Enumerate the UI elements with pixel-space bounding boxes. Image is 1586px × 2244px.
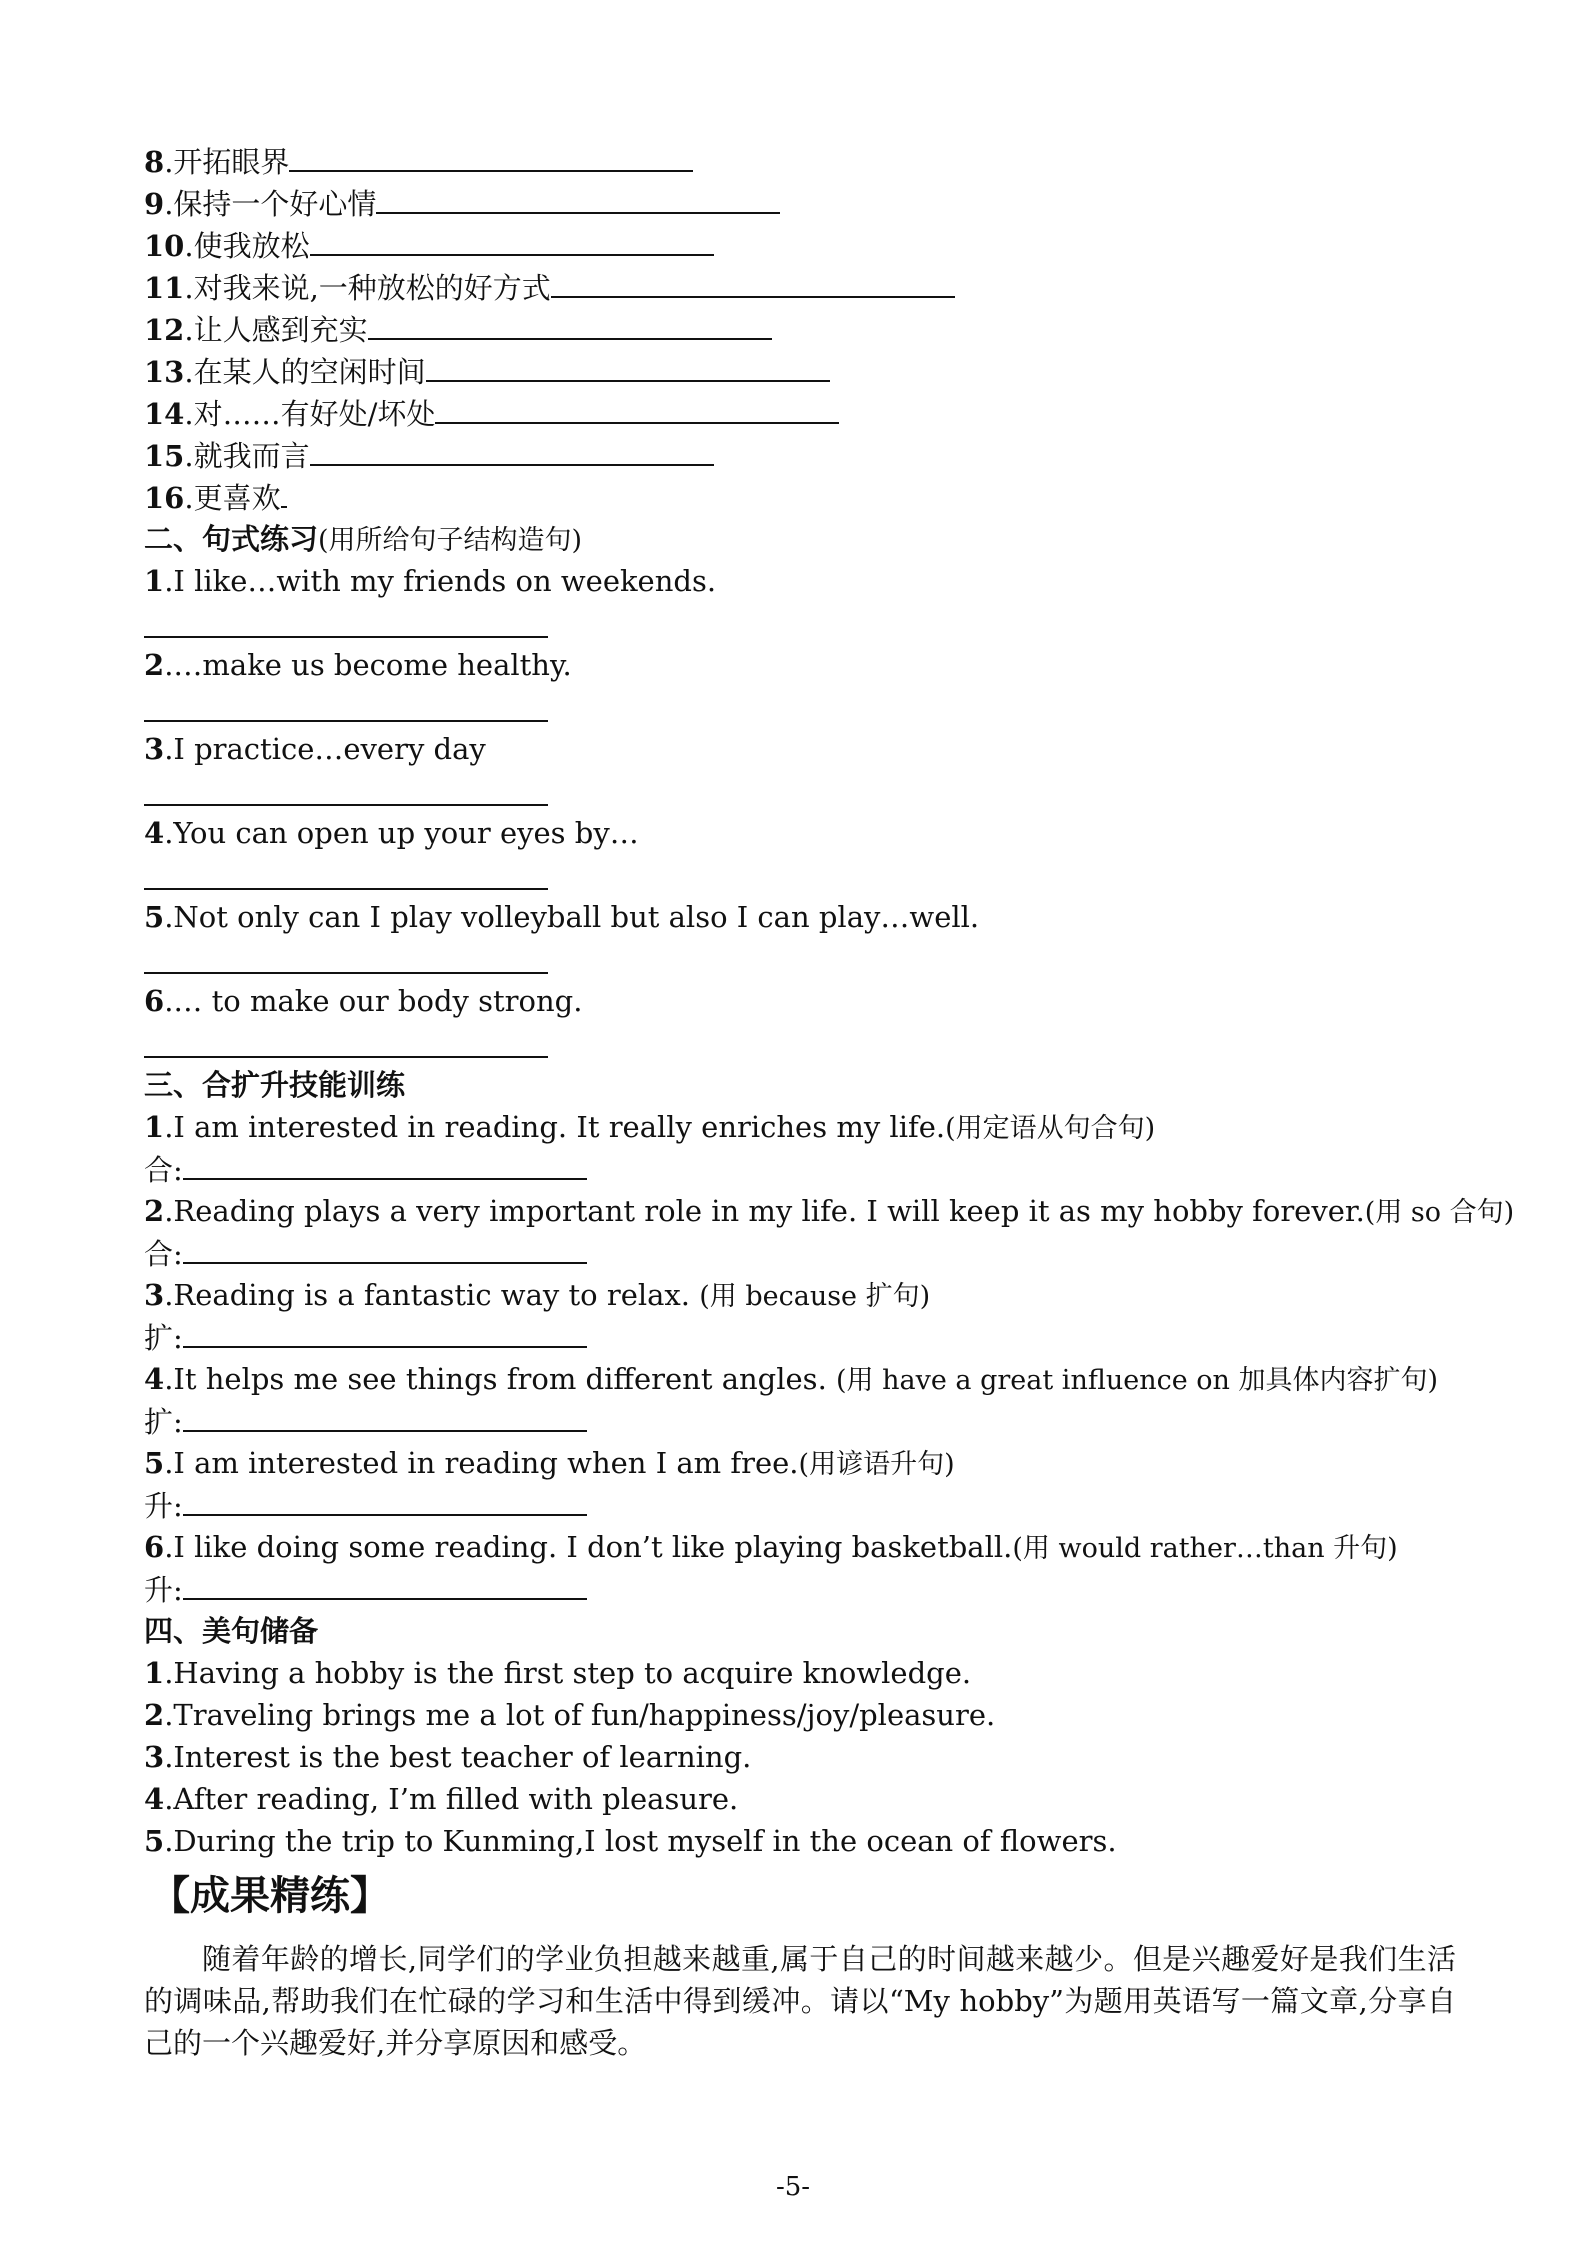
answer-line[interactable] [144,972,548,974]
section-heading-2: 二、句式练习(用所给句子结构造句) [144,522,583,556]
sentence-item-4: 4.You can open up your eyes by… [144,816,639,850]
expand-item-4: 4.It helps me see things from different angles. (用 have a great influence on 加具体内容扩句) [144,1362,1439,1396]
vocab-item-14: 14.对……有好处/坏处 [144,392,839,435]
combine-item-1: 1.I am interested in reading. It really enriches my life.(用定语从句合句) [144,1110,1156,1144]
model-sentence-2: 2.Traveling brings me a lot of fun/happiness/joy/pleasure. [144,1698,996,1732]
answer-row: 合: [144,1148,587,1191]
model-sentence-1: 1.Having a hobby is the first step to acquire knowledge. [144,1656,972,1690]
answer-line[interactable] [144,636,548,638]
answer-blank[interactable] [183,1148,587,1180]
sentence-item-1: 1.I like…with my friends on weekends. [144,564,717,598]
section-heading-3: 三、合扩升技能训练 [144,1068,406,1102]
upgrade-item-6: 6.I like doing some reading. I don’t like playing basketball.(用 would rather…than 升句) [144,1530,1398,1564]
answer-line[interactable] [144,720,548,722]
answer-blank[interactable] [435,392,839,424]
vocab-item-8: 8.开拓眼界 [144,140,693,183]
vocab-item-9: 9.保持一个好心情 [144,182,780,225]
answer-blank[interactable] [426,350,830,382]
answer-blank[interactable] [183,1232,587,1264]
page-number: -5- [775,2172,811,2202]
answer-row: 升: [144,1484,587,1527]
sentence-item-6: 6.… to make our body strong. [144,984,583,1018]
answer-row: 扩: [144,1400,587,1443]
answer-line[interactable] [144,888,548,890]
answer-blank[interactable] [183,1568,587,1600]
answer-blank[interactable] [551,266,955,298]
combine-item-2: 2.Reading plays a very important role in my life. I will keep it as my hobby forever.(用 so 合句) [144,1194,1515,1228]
answer-blank[interactable] [183,1484,587,1516]
vocab-item-13: 13.在某人的空闲时间 [144,350,830,393]
sentence-item-2: 2.…make us become healthy. [144,648,572,682]
answer-blank[interactable] [376,182,780,214]
sentence-item-3: 3.I practice…every day [144,732,486,766]
answer-blank[interactable] [289,140,693,172]
model-sentence-5: 5.During the trip to Kunming,I lost myself in the ocean of flowers. [144,1824,1117,1858]
answer-line[interactable] [144,1056,548,1058]
answer-blank[interactable] [368,308,772,340]
answer-blank[interactable] [310,434,714,466]
vocab-item-15: 15.就我而言 [144,434,714,477]
answer-line[interactable] [144,804,548,806]
section-heading-4: 四、美句储备 [144,1614,319,1648]
answer-row: 扩: [144,1316,587,1359]
sentence-item-5: 5.Not only can I play volleyball but also I can play…well. [144,900,980,934]
model-sentence-4: 4.After reading, I’m filled with pleasure. [144,1782,739,1816]
vocab-item-12: 12.让人感到充实 [144,308,772,351]
answer-row: 升: [144,1568,587,1611]
answer-blank[interactable] [281,476,287,508]
vocab-item-11: 11.对我来说,一种放松的好方式 [144,266,955,309]
result-section-title: 【成果精练】 [150,1873,390,1919]
expand-item-3: 3.Reading is a fantastic way to relax. (用 because 扩句) [144,1278,931,1312]
upgrade-item-5: 5.I am interested in reading when I am free.(用谚语升句) [144,1446,955,1480]
model-sentence-3: 3.Interest is the best teacher of learning. [144,1740,752,1774]
vocab-item-10: 10.使我放松 [144,224,714,267]
writing-task-prompt: 随着年龄的增长,同学们的学业负担越来越重,属于自己的时间越来越少。但是兴趣爱好是我们生活的调味品,帮助我们在忙碌的学习和生活中得到缓冲。请以“My hobby”为题用英语写一篇文章,分享自己的一个兴趣爱好,并分享原因和感受。 [144,1942,1456,2060]
vocab-item-16: 16.更喜欢 [144,476,287,519]
answer-row: 合: [144,1232,587,1275]
answer-blank[interactable] [183,1400,587,1432]
answer-blank[interactable] [183,1316,587,1348]
answer-blank[interactable] [310,224,714,256]
